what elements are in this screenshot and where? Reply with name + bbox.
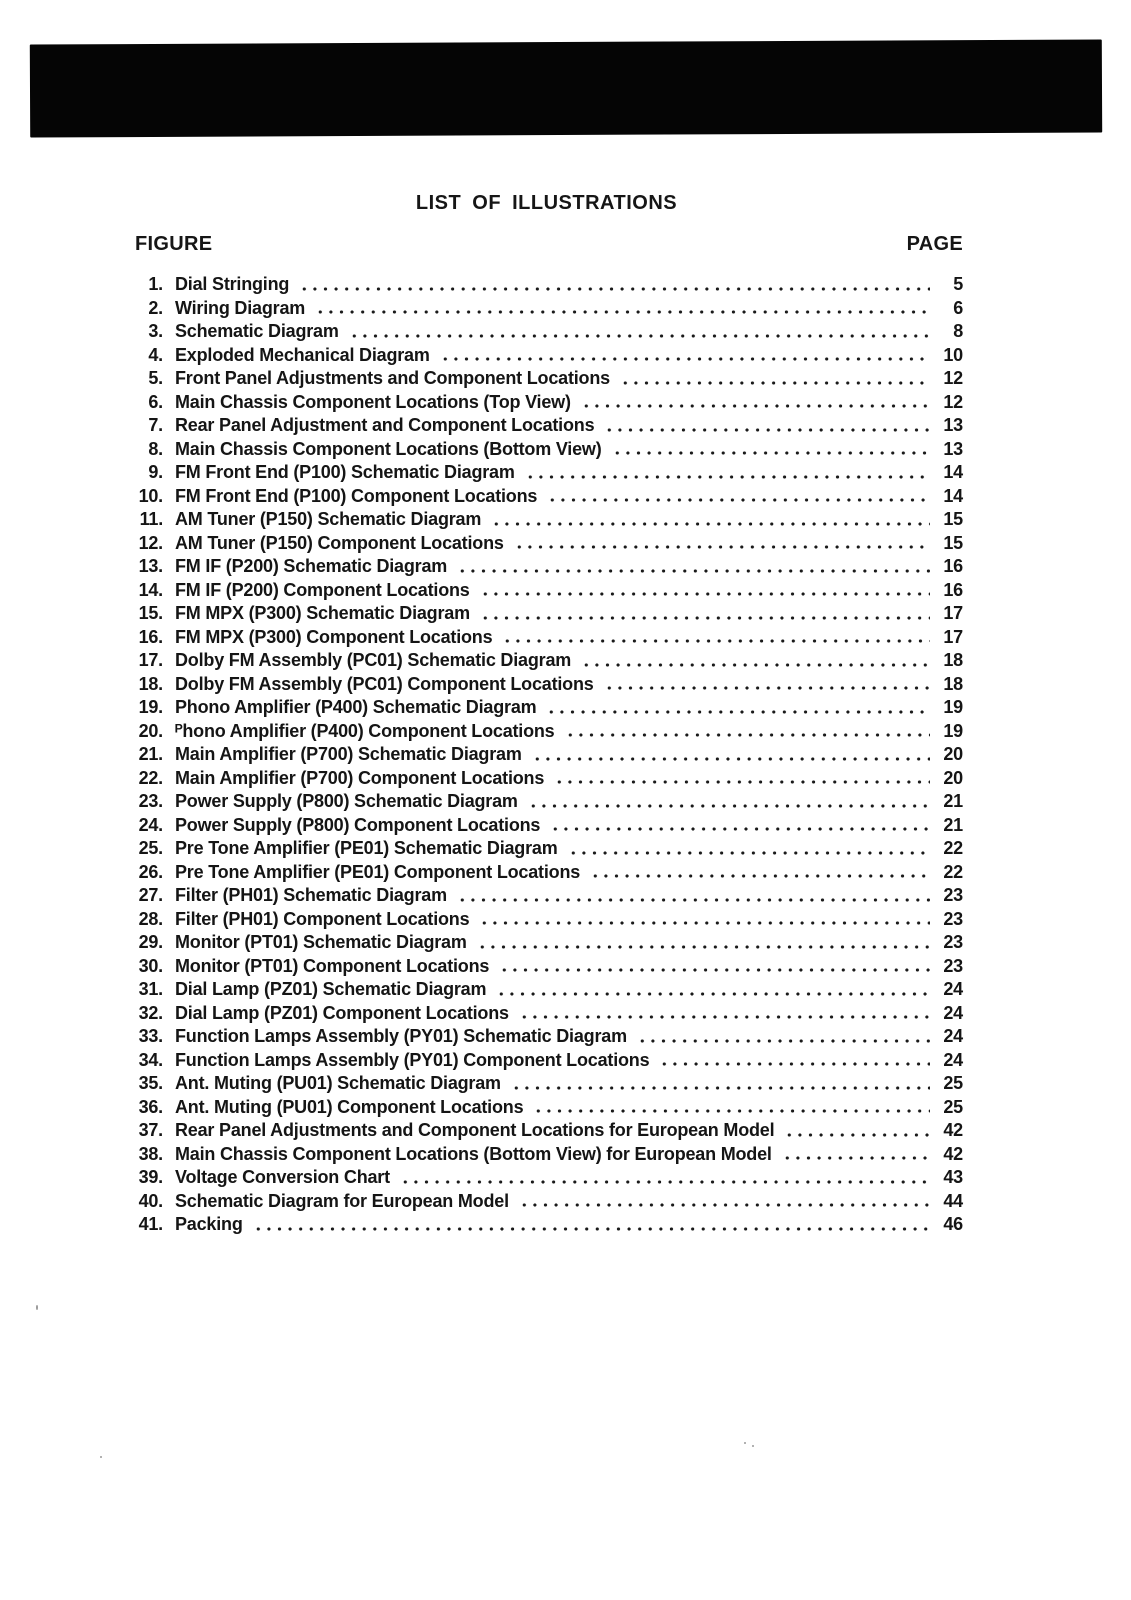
figure-number: 1.: [148, 274, 163, 294]
dot-leader: [602, 673, 930, 697]
toc-row: [135, 367, 963, 391]
page-number: 17: [943, 603, 963, 623]
figure-title: FM Front End (P100) Component Locations: [175, 485, 538, 506]
toc-row: [135, 649, 963, 673]
figure-number: 30.: [138, 955, 163, 976]
figure-number: 26.: [138, 861, 163, 882]
toc-row: [135, 273, 963, 297]
figure-title: Monitor (PT01) Schematic Diagram: [175, 932, 467, 952]
toc-row: [135, 1213, 963, 1237]
dot-leader: [602, 414, 930, 438]
dot-leader: [438, 344, 930, 368]
page-number: 24: [943, 979, 963, 999]
page-number: 22: [943, 861, 963, 882]
page-number: 24: [943, 1026, 963, 1046]
figure-number: 20.: [138, 720, 163, 741]
dot-leader: [780, 1143, 930, 1167]
figure-number: 28.: [138, 908, 163, 929]
page-title: LIST OF ILLUSTRATIONS: [415, 192, 678, 214]
toc-row: [135, 837, 963, 861]
figure-title: Front Panel Adjustments and Component Locations: [175, 368, 610, 388]
dot-leader: [509, 1072, 930, 1096]
page-number: 23: [943, 955, 963, 976]
page-number: 15: [943, 509, 963, 529]
figure-title: Pre Tone Amplifier (PE01) Schematic Diagram: [175, 838, 558, 858]
figure-title: Rear Panel Adjustment and Component Locations: [175, 415, 595, 435]
toc-row: [135, 626, 963, 650]
figure-number: 2.: [148, 297, 163, 318]
figure-title: Monitor (PT01) Component Locations: [175, 955, 490, 976]
toc-row: [135, 767, 963, 791]
toc-row: [135, 320, 963, 344]
figure-number: 13.: [138, 556, 163, 576]
figure-title: Main Amplifier (P700) Component Locations: [175, 767, 545, 788]
figure-number: 35.: [138, 1073, 163, 1093]
toc-row: [135, 579, 963, 603]
page-number: 24: [943, 1049, 963, 1070]
page-number: 18: [943, 650, 963, 670]
page-number: 5: [953, 274, 963, 294]
figure-number: 8.: [148, 438, 163, 459]
figure-title: Function Lamps Assembly (PY01) Schematic Diagram: [175, 1026, 627, 1046]
page-number: 20: [943, 767, 963, 788]
page-number: 13: [943, 415, 963, 435]
dot-leader: [478, 602, 930, 626]
toc-row: [135, 696, 963, 720]
figure-title: Rear Panel Adjustments and Component Locations for European Model: [175, 1120, 775, 1140]
dot-leader: [618, 367, 930, 391]
figure-number: 23.: [138, 791, 163, 811]
figure-title: Ant. Muting (PU01) Schematic Diagram: [175, 1073, 501, 1093]
dot-leader: [548, 814, 930, 838]
figure-number: 24.: [138, 814, 163, 835]
page-number: 18: [943, 673, 963, 694]
figure-number: 40.: [138, 1190, 163, 1211]
page-number: 8: [953, 321, 963, 341]
toc-row: [135, 485, 963, 509]
dot-leader: [517, 1002, 930, 1026]
toc-row: [135, 743, 963, 767]
toc-row: [135, 391, 963, 415]
toc-row: [135, 978, 963, 1002]
toc-row: [135, 555, 963, 579]
figure-number: 38.: [138, 1143, 163, 1164]
dot-leader: [657, 1049, 930, 1073]
figure-number: 10.: [138, 485, 163, 506]
figure-title: Wiring Diagram: [175, 297, 306, 318]
figure-title: AM Tuner (P150) Component Locations: [175, 532, 504, 553]
dot-leader: [512, 532, 930, 556]
dot-leader: [398, 1166, 930, 1190]
page-number: 12: [943, 368, 963, 388]
dot-leader: [455, 555, 930, 579]
figure-title: FM IF (P200) Component Locations: [175, 579, 470, 600]
page-number: 25: [943, 1073, 963, 1093]
figure-number: 31.: [138, 979, 163, 999]
list-of-illustrations: [135, 273, 963, 1237]
toc-row: [135, 814, 963, 838]
toc-row: [135, 344, 963, 368]
figure-number: 25.: [138, 838, 163, 858]
figure-title: Exploded Mechanical Diagram: [175, 344, 430, 365]
page-number: 15: [943, 532, 963, 553]
figure-number: 37.: [138, 1120, 163, 1140]
figure-title: Main Chassis Component Locations (Top View): [175, 391, 571, 412]
dot-leader: [563, 720, 931, 744]
page-number: 46: [943, 1214, 963, 1234]
page-number: 21: [943, 814, 963, 835]
dot-leader: [313, 297, 930, 321]
page-number: 42: [943, 1143, 963, 1164]
figure-number: 9.: [148, 462, 163, 482]
figure-number: 11.: [139, 509, 163, 529]
toc-row: [135, 955, 963, 979]
page-column-header: PAGE: [906, 233, 963, 255]
toc-row: [135, 1049, 963, 1073]
figure-number: 27.: [138, 885, 163, 905]
dot-leader: [526, 790, 930, 814]
figure-number: 36.: [138, 1096, 163, 1117]
dot-leader: [455, 884, 930, 908]
page-number: 10: [943, 344, 963, 365]
page-number: 19: [943, 720, 963, 741]
figure-title: ᴾhono Amplifier (P400) Component Locations: [175, 720, 555, 741]
toc-row: [135, 461, 963, 485]
dot-leader: [475, 931, 930, 955]
figure-number: 3.: [148, 321, 163, 341]
page-number: 16: [943, 579, 963, 600]
figure-number: 41.: [138, 1214, 163, 1234]
page-number: 12: [943, 391, 963, 412]
figure-title: Packing: [175, 1214, 243, 1234]
page-number: 23: [943, 932, 963, 952]
figure-title: FM MPX (P300) Component Locations: [175, 626, 493, 647]
figure-column-header: FIGURE: [135, 233, 213, 255]
toc-row: [135, 1072, 963, 1096]
toc-row: [135, 931, 963, 955]
dot-leader: [552, 767, 930, 791]
figure-title: Schematic Diagram: [175, 321, 339, 341]
toc-row: [135, 297, 963, 321]
page-number: 14: [943, 485, 963, 506]
figure-number: 4.: [148, 344, 163, 365]
dot-leader: [531, 1096, 930, 1120]
page-number: 23: [943, 908, 963, 929]
scan-speck: [744, 1442, 746, 1444]
figure-title: AM Tuner (P150) Schematic Diagram: [175, 509, 482, 529]
dot-leader: [579, 649, 930, 673]
figure-title: Filter (PH01) Component Locations: [175, 908, 470, 929]
figure-title: Filter (PH01) Schematic Diagram: [175, 885, 447, 905]
page-number: 6: [953, 297, 963, 318]
figure-title: Dial Lamp (PZ01) Schematic Diagram: [175, 979, 487, 999]
figure-title: Dolby FM Assembly (PC01) Component Locations: [175, 673, 594, 694]
dot-leader: [477, 908, 930, 932]
figure-number: 7.: [148, 415, 163, 435]
figure-number: 21.: [138, 744, 163, 764]
toc-row: [135, 1190, 963, 1214]
toc-row: [135, 532, 963, 556]
dot-leader: [478, 579, 930, 603]
toc-row: [135, 884, 963, 908]
page-number: 14: [943, 462, 963, 482]
figure-title: Dolby FM Assembly (PC01) Schematic Diagram: [175, 650, 572, 670]
toc-row: [135, 602, 963, 626]
dot-leader: [251, 1213, 930, 1237]
figure-number: 19.: [138, 697, 163, 717]
figure-title: Power Supply (P800) Component Locations: [175, 814, 541, 835]
page-number: 23: [943, 885, 963, 905]
toc-row: [135, 414, 963, 438]
dot-leader: [544, 696, 930, 720]
figure-title: Voltage Conversion Chart: [175, 1167, 390, 1187]
toc-row: [135, 790, 963, 814]
page-number: 22: [943, 838, 963, 858]
dot-leader: [610, 438, 930, 462]
dot-leader: [579, 391, 930, 415]
figure-number: 12.: [138, 532, 163, 553]
page-number: 25: [943, 1096, 963, 1117]
figure-title: FM Front End (P100) Schematic Diagram: [175, 462, 515, 482]
dot-leader: [489, 508, 930, 532]
toc-row: [135, 720, 963, 744]
toc-row: [135, 908, 963, 932]
figure-number: 15.: [138, 603, 163, 623]
scan-speck: [752, 1445, 754, 1447]
dot-leader: [782, 1119, 930, 1143]
page-number: 19: [943, 697, 963, 717]
figure-number: 6.: [148, 391, 163, 412]
dot-leader: [347, 320, 930, 344]
dot-leader: [494, 978, 930, 1002]
redacted-header-bar: [30, 39, 1102, 137]
figure-number: 18.: [138, 673, 163, 694]
figure-number: 29.: [138, 932, 163, 952]
page-number: 24: [943, 1002, 963, 1023]
figure-number: 33.: [138, 1026, 163, 1046]
dot-leader: [588, 861, 930, 885]
toc-row: [135, 861, 963, 885]
figure-number: 14.: [138, 579, 163, 600]
figure-number: 16.: [138, 626, 163, 647]
figure-title: FM IF (P200) Schematic Diagram: [175, 556, 448, 576]
figure-title: Dial Lamp (PZ01) Component Locations: [175, 1002, 509, 1023]
toc-row: [135, 1119, 963, 1143]
figure-title: Main Amplifier (P700) Schematic Diagram: [175, 744, 522, 764]
figure-title: Pre Tone Amplifier (PE01) Component Locations: [175, 861, 581, 882]
figure-title: Function Lamps Assembly (PY01) Component Locations: [175, 1049, 650, 1070]
dot-leader: [500, 626, 930, 650]
figure-title: Power Supply (P800) Schematic Diagram: [175, 791, 518, 811]
page-number: 43: [943, 1167, 963, 1187]
dot-leader: [497, 955, 930, 979]
toc-row: [135, 1002, 963, 1026]
page-number: 21: [943, 791, 963, 811]
toc-row: [135, 1166, 963, 1190]
dot-leader: [530, 743, 930, 767]
page-number: 16: [943, 556, 963, 576]
scan-speck: [36, 1305, 38, 1310]
figure-title: Ant. Muting (PU01) Component Locations: [175, 1096, 524, 1117]
toc-row: [135, 438, 963, 462]
dot-leader: [545, 485, 930, 509]
figure-number: 39.: [138, 1167, 163, 1187]
toc-row: [135, 1143, 963, 1167]
toc-row: [135, 1096, 963, 1120]
dot-leader: [297, 273, 930, 297]
dot-leader: [566, 837, 930, 861]
figure-title: Dial Stringing: [175, 274, 290, 294]
figure-number: 17.: [138, 650, 163, 670]
page-number: 44: [943, 1190, 963, 1211]
figure-title: FM MPX (P300) Schematic Diagram: [175, 603, 470, 623]
figure-title: Main Chassis Component Locations (Bottom View) for European Model: [175, 1143, 772, 1164]
figure-title: Main Chassis Component Locations (Bottom View): [175, 438, 602, 459]
figure-number: 5.: [148, 368, 163, 388]
page-number: 13: [943, 438, 963, 459]
toc-row: [135, 1025, 963, 1049]
column-headers: [135, 233, 963, 256]
page-number: 20: [943, 744, 963, 764]
page-number: 17: [943, 626, 963, 647]
dot-leader: [635, 1025, 930, 1049]
figure-title: Phono Amplifier (P400) Schematic Diagram: [175, 697, 537, 717]
toc-row: [135, 508, 963, 532]
toc-row: [135, 673, 963, 697]
page-number: 42: [943, 1120, 963, 1140]
scan-speck: [100, 1456, 102, 1458]
figure-number: 32.: [138, 1002, 163, 1023]
figure-number: 22.: [138, 767, 163, 788]
dot-leader: [517, 1190, 930, 1214]
dot-leader: [523, 461, 930, 485]
figure-title: Schematic Diagram for European Model: [175, 1190, 509, 1211]
figure-number: 34.: [138, 1049, 163, 1070]
